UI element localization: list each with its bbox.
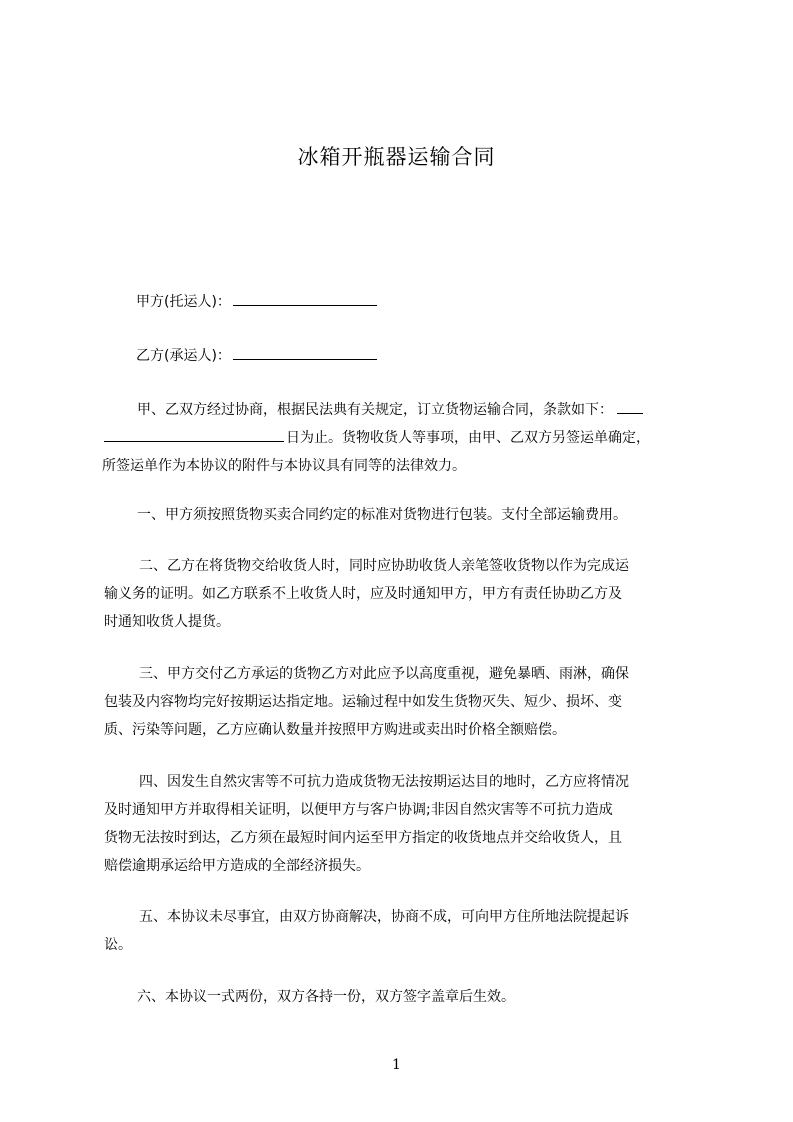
intro-paragraph	[104, 396, 700, 480]
clause-2-line-1: 二、乙方在将货物交给收货人时，同时应协助收货人亲笔签收货物以作为完成运	[139, 558, 629, 574]
intro-line-3: 所签运单作为本协议的附件与本协议具有同等的法律效力。	[102, 458, 466, 474]
clause-4-line-2: 及时通知甲方并取得相关证明，以便甲方与客户协调;非因自然灾害等不可抗力造成	[104, 802, 613, 818]
party-b-blank	[233, 345, 377, 360]
party-a-label: 甲方(托运人)：	[136, 294, 231, 310]
clause-2-paragraph	[104, 552, 700, 636]
clause-1-paragraph	[104, 501, 700, 529]
clause-2-line-3: 时通知收货人提货。	[104, 614, 230, 630]
page-number: 1	[392, 1057, 401, 1073]
clause-1-line-1: 一、甲方须按照货物买卖合同约定的标准对货物进行包装。支付全部运输费用。	[137, 507, 627, 523]
clause-4-line-1: 四、因发生自然灾害等不可抗力造成货物无法按期运达目的地时，乙方应将情况	[139, 774, 629, 790]
document-title: 冰箱开瓶器运输合同	[297, 145, 496, 169]
clause-3-line-1: 三、甲方交付乙方承运的货物乙方对此应予以高度重视，避免暴晒、雨淋，确保	[139, 666, 629, 682]
clause-5-line-1: 五、本协议未尽事宜，由双方协商解决，协商不成，可向甲方住所地法院提起诉	[139, 909, 629, 925]
party-a-blank	[233, 291, 377, 306]
clause-5-paragraph	[104, 903, 700, 959]
clause-6-line-1: 六、本协议一式两份，双方各持一份，双方签字盖章后生效。	[137, 989, 515, 1005]
intro-line-2: 日为止。货物收货人等事项，由甲、乙双方另签运单确定，	[286, 430, 650, 446]
clause-3-line-2: 包装及内容物均完好按期运达指定地。运输过程中如发生货物灭失、短少、损坏、变	[104, 694, 622, 710]
clause-4-line-4: 赔偿逾期承运给甲方造成的全部经济损失。	[104, 858, 370, 874]
intro-line-1: 甲、乙双方经过协商，根据民法典有关规定，订立货物运输合同，条款如下：	[137, 402, 613, 418]
term-start-blank	[617, 398, 643, 414]
party-b-label: 乙方(承运人)：	[136, 348, 231, 364]
clause-5-line-2: 讼。	[104, 937, 132, 953]
clause-6-paragraph	[104, 983, 700, 1011]
clause-4-paragraph	[104, 768, 700, 880]
clause-3-line-3: 质、污染等问题，乙方应确认数量并按照甲方购进或卖出时价格全额赔偿。	[104, 722, 566, 738]
clause-3-paragraph	[104, 660, 700, 744]
clause-4-line-3: 货物无法按时到达，乙方须在最短时间内运至甲方指定的收货地点并交给收货人，且	[104, 830, 622, 846]
party-b-line	[136, 345, 377, 366]
clause-2-line-2: 输义务的证明。如乙方联系不上收货人时，应及时通知甲方，甲方有责任协助乙方及	[104, 586, 622, 602]
term-end-blank	[104, 426, 284, 442]
party-a-line	[136, 291, 377, 312]
